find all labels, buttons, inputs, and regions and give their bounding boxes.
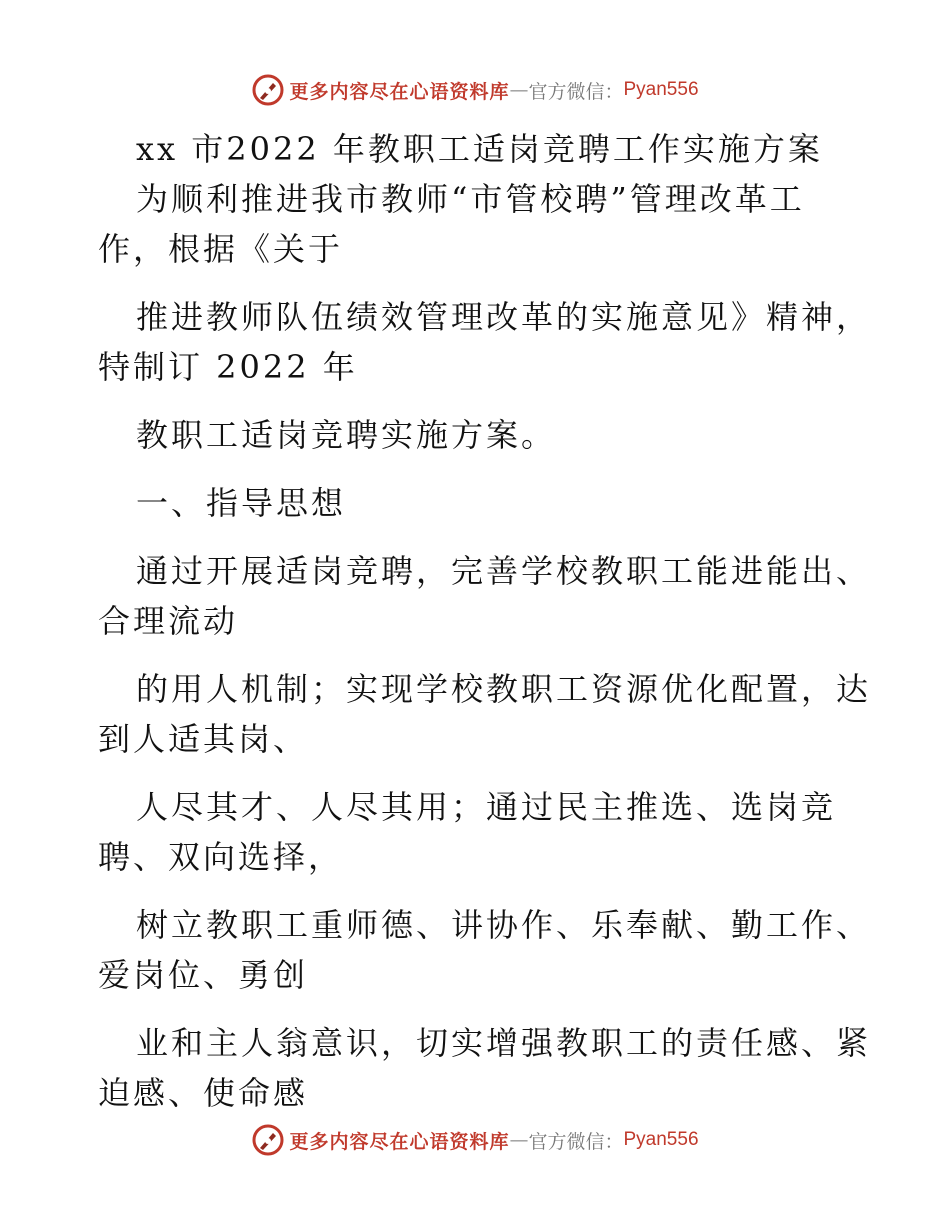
banner-wechat-id: Pyan556 bbox=[623, 1129, 699, 1150]
text-line: 爱岗位、勇创 bbox=[98, 956, 309, 994]
text-line: 合理流动 bbox=[98, 602, 239, 640]
pen-logo-icon bbox=[251, 1123, 285, 1157]
pen-logo-icon bbox=[251, 73, 285, 107]
text-line: 人尽其才、人尽其用；通过民主推选、选岗竞 bbox=[136, 788, 837, 826]
text-line: 一、指导思想 bbox=[136, 484, 347, 522]
text-line: 树立教职工重师德、讲协作、乐奉献、勤工作、 bbox=[136, 906, 872, 944]
text-line: 通过开展适岗竞聘，完善学校教职工能进能出、 bbox=[136, 552, 872, 590]
text-line: 到人适其岗、 bbox=[98, 720, 309, 758]
banner-wechat-label: 官方微信： bbox=[528, 1130, 624, 1153]
text-line: 特制订 2022 年 bbox=[98, 348, 358, 386]
footer-watermark-banner bbox=[0, 1120, 950, 1160]
document-body bbox=[98, 124, 872, 1118]
header-watermark-banner bbox=[0, 70, 950, 110]
banner-dash: — bbox=[509, 1129, 529, 1151]
banner-wechat-id: Pyan556 bbox=[623, 79, 699, 100]
text-line: 推进教师队伍绩效管理改革的实施意见》精神， bbox=[136, 298, 872, 336]
text-line: 作，根据《关于 bbox=[98, 230, 344, 268]
banner-wechat-label: 官方微信： bbox=[528, 80, 624, 103]
banner-dash: — bbox=[509, 79, 529, 101]
banner-promo-text: 更多内容尽在心语资料库 bbox=[289, 1130, 510, 1153]
text-line: 迫感、使命感 bbox=[98, 1074, 309, 1112]
text-line: 为顺利推进我市教师“市管校聘”管理改革工 bbox=[136, 180, 805, 218]
text-line: 业和主人翁意识，切实增强教职工的责任感、紧 bbox=[136, 1024, 872, 1062]
text-line: 聘、双向选择， bbox=[98, 838, 344, 876]
text-line: xx 市2022 年教职工适岗竞聘工作实施方案 bbox=[136, 130, 823, 168]
text-line: 的用人机制；实现学校教职工资源优化配置，达 bbox=[136, 670, 872, 708]
text-line: 教职工适岗竞聘实施方案。 bbox=[136, 416, 557, 454]
banner-promo-text: 更多内容尽在心语资料库 bbox=[289, 80, 510, 103]
